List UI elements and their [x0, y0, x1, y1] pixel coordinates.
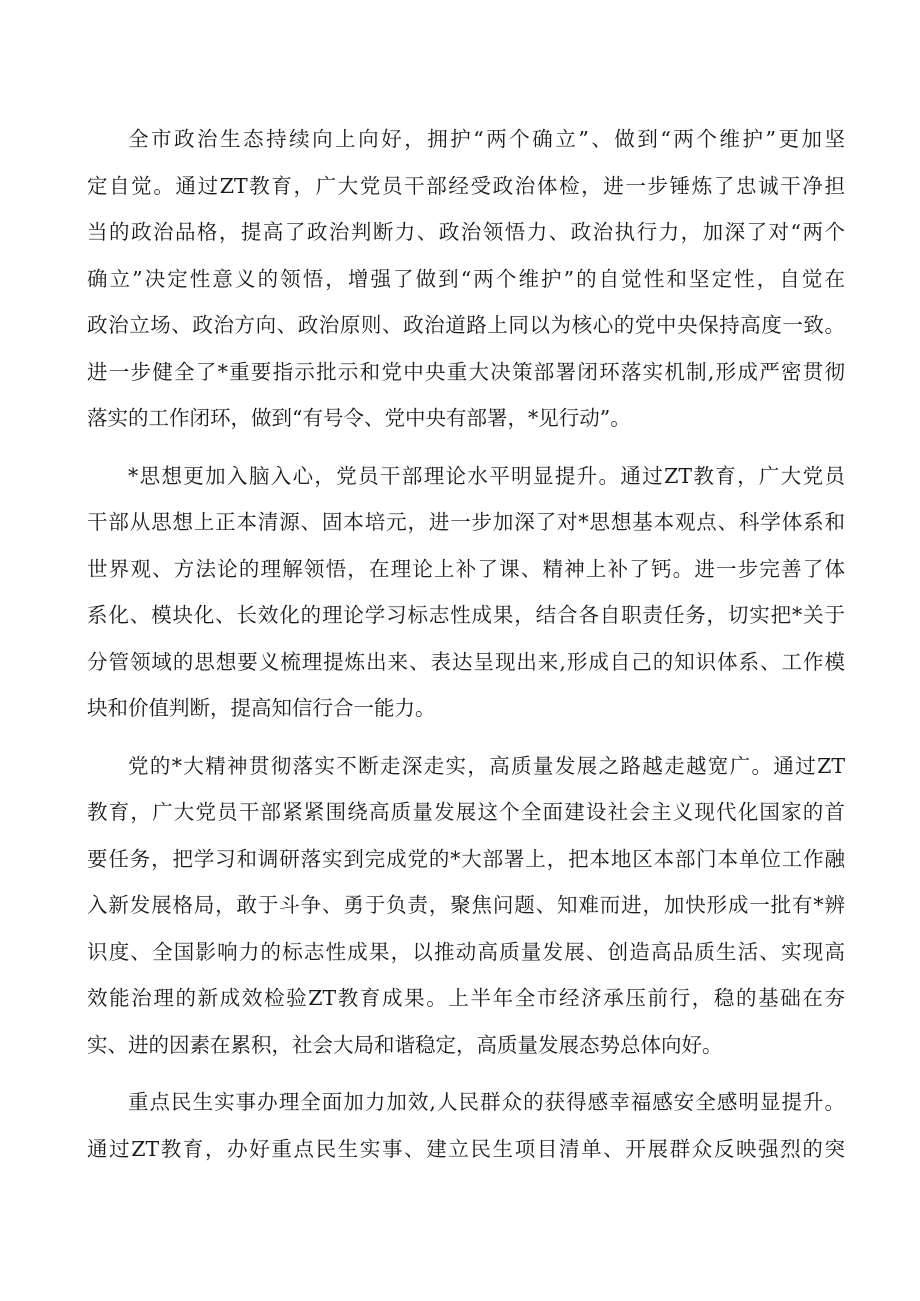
text-line: 当的政治品格，提高了政治判断力、政治领悟力、政治执行力，加深了对“两个 [87, 220, 845, 244]
text-line: 定自觉。通过ZT教育，广大党员干部经受政治体检，进一步锤炼了忠诚干净担 [87, 173, 845, 198]
text-line: 识度、全国影响力的标志性成果，以推动高质量发展、创造高品质生活、实现高 [87, 939, 845, 964]
text-line: 效能治理的新成效检验ZT教育成果。上半年全市经济承压前行，稳的基础在夯 [87, 986, 845, 1010]
paragraph-livelihood [87, 1079, 845, 1172]
text-line: 实、进的因素在累积，社会大局和谐稳定，高质量发展态势总体向好。 [87, 1032, 723, 1057]
paragraph-political-ecology [87, 116, 845, 442]
text-line: 落实的工作闭环，做到“有号令、党中央有部署，*见行动”。 [87, 406, 631, 430]
text-line: 世界观、方法论的理解领悟，在理论上补了课、精神上补了钙。进一步完善了体 [87, 556, 845, 581]
text-line: 政治立场、政治方向、政治原则、政治道路上同以为核心的党中央保持高度一致。 [87, 313, 845, 337]
document-body [87, 116, 845, 1183]
paragraph-high-quality-development [87, 743, 845, 1069]
text-line: 全市政治生态持续向上向好，拥护“两个确立”、做到“两个维护”更加坚 [128, 127, 845, 151]
text-line: 要任务，把学习和调研落实到完成党的*大部署上，把本地区本部门本单位工作融 [87, 846, 845, 871]
text-line: 确立”决定性意义的领悟，增强了做到“两个维护”的自觉性和坚定性，自觉在 [87, 266, 845, 291]
paragraph-theory-study [87, 453, 845, 732]
text-line: 重点民生实事办理全面加力加效,人民群众的获得感幸福感安全感明显提升。 [128, 1090, 845, 1114]
text-line: 入新发展格局，敢于斗争、勇于负责，聚焦问题、知难而进，加快形成一批有*辨 [87, 893, 845, 917]
text-line: 进一步健全了*重要指示批示和党中央重大决策部署闭环落实机制,形成严密贯彻 [87, 359, 845, 384]
text-line: *思想更加入脑入心，党员干部理论水平明显提升。通过ZT教育，广大党员 [128, 463, 845, 488]
text-line: 块和价值判断，提高知信行合一能力。 [87, 696, 436, 720]
text-line: 干部从思想上正本清源、固本培元，进一步加深了对*思想基本观点、科学体系和 [87, 510, 845, 534]
text-line: 教育，广大党员干部紧紧围绕高质量发展这个全面建设社会主义现代化国家的首 [87, 800, 845, 824]
text-line: 通过ZT教育，办好重点民生实事、建立民生项目清单、开展群众反映强烈的突 [87, 1136, 845, 1161]
text-line: 分管领域的思想要义梳理提炼出来、表达呈现出来,形成自己的知识体系、工作模 [87, 649, 845, 674]
text-line: 党的*大精神贯彻落实不断走深走实，高质量发展之路越走越宽广。通过ZT [128, 753, 845, 778]
text-line: 系化、模块化、长效化的理论学习标志性成果，结合各自职责任务，切实把*关于 [87, 603, 845, 627]
